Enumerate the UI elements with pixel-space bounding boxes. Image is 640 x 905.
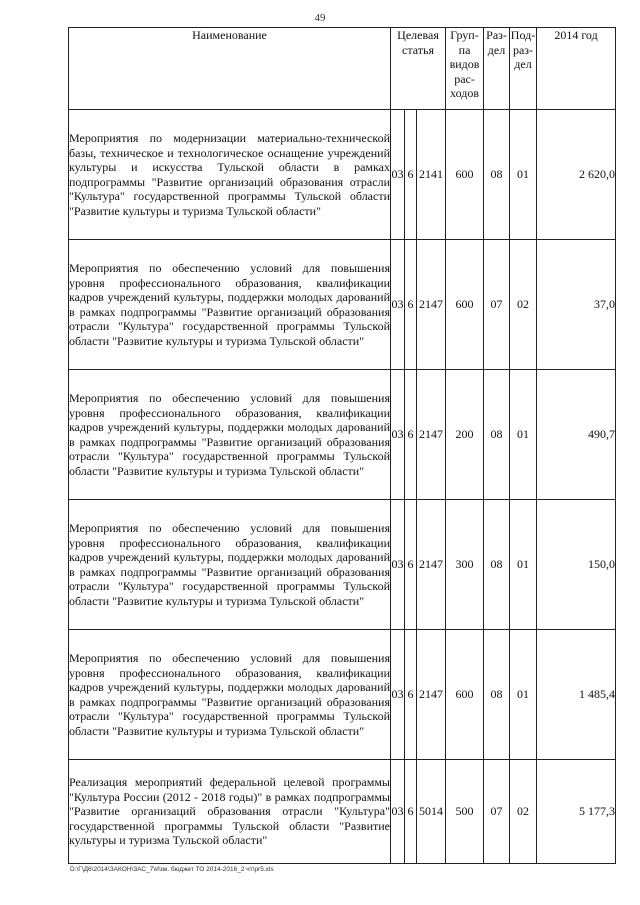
row-subsection: 01 (510, 370, 537, 500)
row-code-direction: 2141 (417, 110, 446, 240)
table-row (69, 630, 616, 760)
row-amount: 2 620,0 (537, 110, 616, 240)
row-subsection: 02 (510, 760, 537, 864)
header-name: Наименование (69, 28, 391, 110)
row-name: Мероприятия по обеспечению условий для повышения уровня профессионального образования, квалификации кадров учреждений культуры, поддержки молодых дарований в рамках подпрограммы "Развитие организаций образования отрасли "Культура" государственной программы Тульской области "Развитие культуры и туризма Тульской области" (69, 240, 391, 370)
header-subsection: Под-раз-дел (510, 28, 537, 110)
row-expense-group: 600 (446, 630, 484, 760)
row-amount: 5 177,3 (537, 760, 616, 864)
row-name: Мероприятия по обеспечению условий для повышения уровня профессионального образования, квалификации кадров учреждений культуры, поддержки молодых дарований в рамках подпрограммы "Развитие организаций образования отрасли "Культура" государственной программы Тульской области "Развитие культуры и туризма Тульской области" (69, 500, 391, 630)
row-code-subprogram: 6 (405, 240, 417, 370)
header-row (69, 28, 616, 110)
row-code-direction: 2147 (417, 370, 446, 500)
budget-table (68, 27, 616, 864)
row-name: Мероприятия по обеспечению условий для повышения уровня профессионального образования, квалификации кадров учреждений культуры, поддержки молодых дарований в рамках подпрограммы "Развитие организаций образования отрасли "Культура" государственной программы Тульской области "Развитие культуры и туризма Тульской области" (69, 630, 391, 760)
table-row (69, 760, 616, 864)
row-code-direction: 2147 (417, 500, 446, 630)
row-expense-group: 300 (446, 500, 484, 630)
row-code-direction: 5014 (417, 760, 446, 864)
row-amount: 490,7 (537, 370, 616, 500)
row-name: Реализация мероприятий федеральной целевой программы "Культура России (2012 - 2018 годы)" в рамках подпрограммы "Развитие организаций образования отрасли "Культура" государственной программы Тульской области "Развитие культуры и туризма Тульской области" (69, 760, 391, 864)
row-name: Мероприятия по модернизации материально-технической базы, техническое и технологическое оснащение учреждений культуры и искусства Тульской области в рамках подпрограммы "Развитие организаций образования отрасли "Культура" государственной программы Тульской области "Развитие культуры и туризма Тульской области" (69, 110, 391, 240)
row-section: 08 (484, 630, 510, 760)
row-name: Мероприятия по обеспечению условий для повышения уровня профессионального образования, квалификации кадров учреждений культуры, поддержки молодых дарований в рамках подпрограммы "Развитие организаций образования отрасли "Культура" государственной программы Тульской области "Развитие культуры и туризма Тульской области" (69, 370, 391, 500)
row-code-program: 03 (391, 110, 405, 240)
row-expense-group: 600 (446, 240, 484, 370)
row-section: 07 (484, 760, 510, 864)
row-code-program: 03 (391, 760, 405, 864)
header-section: Раз-дел (484, 28, 510, 110)
row-code-subprogram: 6 (405, 630, 417, 760)
row-subsection: 01 (510, 500, 537, 630)
row-code-program: 03 (391, 370, 405, 500)
row-code-subprogram: 6 (405, 760, 417, 864)
row-code-program: 03 (391, 630, 405, 760)
row-expense-group: 500 (446, 760, 484, 864)
row-section: 07 (484, 240, 510, 370)
row-section: 08 (484, 110, 510, 240)
row-amount: 1 485,4 (537, 630, 616, 760)
table-row (69, 370, 616, 500)
row-code-direction: 2147 (417, 630, 446, 760)
row-section: 08 (484, 500, 510, 630)
row-subsection: 02 (510, 240, 537, 370)
row-code-subprogram: 6 (405, 500, 417, 630)
header-year-2014: 2014 год (537, 28, 616, 110)
header-expense-group: Груп-па видов рас-ходов (446, 28, 484, 110)
table-row (69, 500, 616, 630)
row-code-direction: 2147 (417, 240, 446, 370)
row-subsection: 01 (510, 630, 537, 760)
row-amount: 150,0 (537, 500, 616, 630)
row-code-program: 03 (391, 240, 405, 370)
row-expense-group: 600 (446, 110, 484, 240)
row-code-subprogram: 6 (405, 110, 417, 240)
row-section: 08 (484, 370, 510, 500)
table-row (69, 240, 616, 370)
row-code-subprogram: 6 (405, 370, 417, 500)
row-expense-group: 200 (446, 370, 484, 500)
header-target-article: Целевая статья (391, 28, 446, 110)
page-number: 49 (314, 12, 326, 24)
row-subsection: 01 (510, 110, 537, 240)
table-row (69, 110, 616, 240)
row-amount: 37,0 (537, 240, 616, 370)
row-code-program: 03 (391, 500, 405, 630)
file-path-footer: D:\Г\Д6\2014\ЗАКОН\ЗАС_7\Изм. бюджет ТО 2014-2016_2 чт\pr5.xls (70, 866, 274, 873)
